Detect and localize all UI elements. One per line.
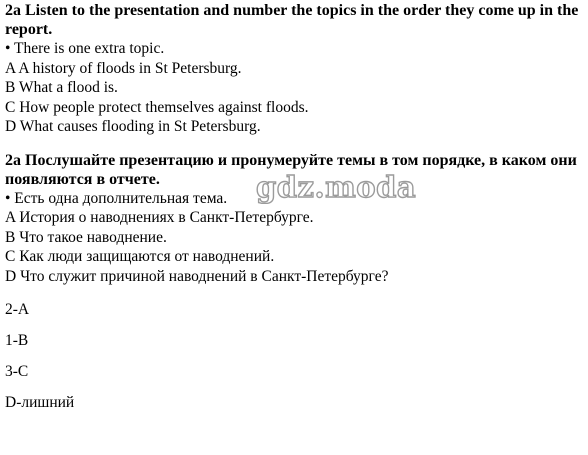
russian-topic-c: C Как люди защищаются от наводнений. [5,248,275,265]
english-topic-a: A A history of floods in St Petersburg. [5,59,242,77]
watermark-logo: gdz.moda [256,170,417,204]
english-topic-c: C How people protect themselves against floods. [5,98,309,116]
russian-topic-b: B Что такое наводнение. [5,228,167,246]
english-task [5,1,583,137]
answer-item: 2-A [5,301,30,318]
english-topic-b: B What a flood is. [5,79,118,96]
english-extra-topic-note: • There is one extra topic. [5,40,165,57]
english-task-heading: 2a Listen to the presentation and number the topics in the order they come up in the report. [5,2,579,38]
answer-item: 1-B [5,332,29,349]
answer-item: 3-C [5,363,29,380]
russian-task [5,151,583,287]
answers-list [5,300,583,412]
russian-extra-topic-note: • Есть одна дополнительная тема. [5,189,228,207]
russian-topic-a: A История о наводнениях в Санкт-Петербурге. [5,209,314,226]
document-page [5,1,583,424]
english-topic-d: D What causes flooding in St Petersburg. [5,118,261,135]
answer-item: D-лишний [5,394,75,411]
russian-topic-d: D Что служит причиной наводнений в Санкт-Петербурге? [5,267,389,285]
russian-task-heading: 2a Послушайте презентацию и пронумеруйте темы в том порядке, в каком они появляются в отчете. [5,151,577,188]
